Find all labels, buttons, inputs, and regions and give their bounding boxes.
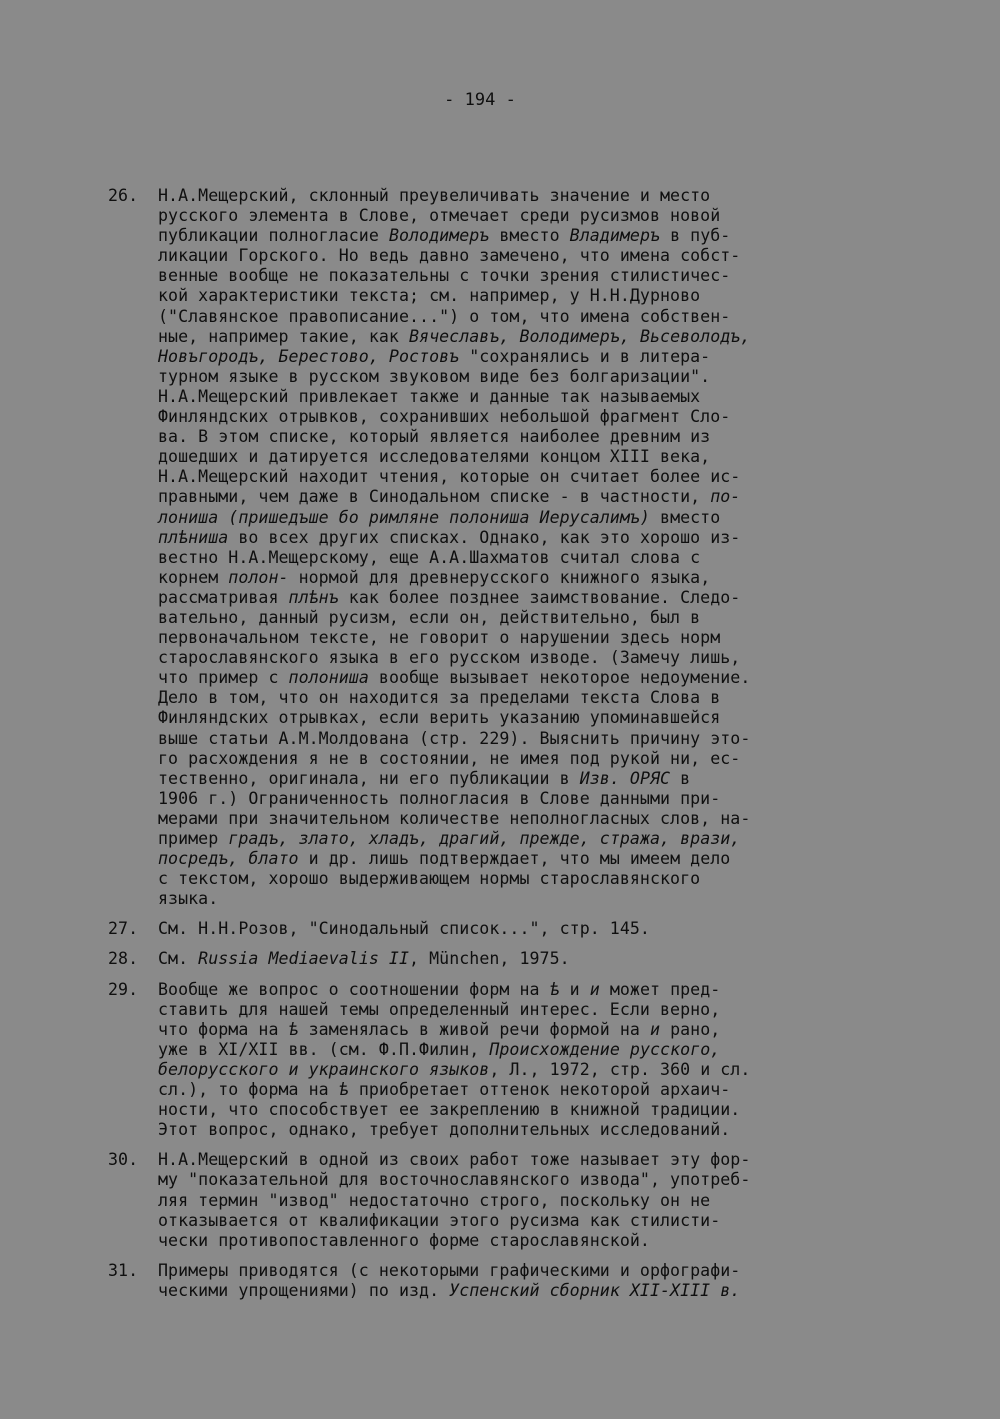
text-run: как более позднее заимствование. Следо-	[338, 587, 741, 607]
text-run: Финляндских отрывков, сохранивших небольшой фрагмент Сло-	[158, 407, 731, 427]
footnote-line	[158, 889, 878, 909]
footnote-line	[158, 668, 878, 688]
text-run: первоначальном тексте, не говорит о нарушении здесь норм	[158, 628, 721, 648]
text-run: и др. лишь подтверждает, что мы имеем дело	[298, 849, 731, 869]
text-run: заменялась в живой речи формой на	[298, 1019, 650, 1039]
footnote-line	[158, 447, 878, 467]
italic-text: Russia Mediaevalis II	[198, 949, 410, 969]
italic-text: Успенский сборник XII-XIII в.	[449, 1280, 741, 1300]
text-run: вместо	[489, 226, 570, 246]
footnote-line	[158, 226, 878, 246]
italic-text: по-	[710, 487, 741, 507]
text-run: вестно Н.А.Мещерскому, еще А.А.Шахматов считал слова с	[158, 547, 701, 567]
italic-text: градъ, злато, хладъ, драгий, прежде, стража, врази,	[228, 829, 741, 848]
footnote-line	[158, 1261, 878, 1281]
text-run: Н.А.Мещерский находит чтения, которые он считает более ис-	[158, 467, 741, 487]
text-run: сл.), то форма на	[158, 1080, 339, 1100]
footnote-line	[158, 688, 878, 708]
footnote-line	[158, 1100, 878, 1120]
footnote-number: 31.	[108, 1260, 139, 1280]
footnote-line	[158, 849, 878, 869]
text-run: му "показательной для восточнославянского извода", употреб-	[158, 1170, 751, 1190]
text-run: корнем	[158, 567, 229, 587]
footnote-line	[158, 407, 878, 427]
footnote-line	[158, 1211, 878, 1231]
footnote-30	[108, 1150, 878, 1250]
text-run: что пример с	[158, 668, 289, 688]
italic-text: Изв. ОРЯС	[579, 768, 671, 788]
italic-text: плѣниша	[158, 527, 229, 547]
footnote-line	[158, 186, 878, 206]
footnote-line	[158, 588, 878, 608]
footnote-line	[158, 648, 878, 668]
italic-text: и	[650, 1019, 661, 1039]
italic-text: ѣ	[549, 979, 560, 999]
text-run: , München, 1975.	[409, 949, 570, 969]
text-run: ("Славянское правописание...") о том, что имена собствен-	[158, 306, 731, 326]
footnote-line	[158, 749, 878, 769]
text-run: ности, что способствует ее закреплению в книжной традиции.	[158, 1100, 741, 1120]
text-run: правными, чем даже в Синодальном списке - в частности,	[158, 487, 711, 507]
footnote-number: 28.	[108, 949, 139, 969]
footnote-line	[158, 980, 878, 1000]
text-run: Н.А.Мещерский привлекает также и данные так называемых	[158, 386, 701, 406]
footnote-number: 29.	[108, 979, 139, 999]
footnote-line	[158, 568, 878, 588]
italic-text: и	[589, 979, 600, 999]
text-run: ляя термин "извод" недостаточно строго, поскольку он не	[158, 1190, 711, 1210]
text-run: во всех других списках. Однако, как это хорошо из-	[228, 527, 741, 547]
footnote-line	[158, 367, 878, 387]
text-run: выше статьи А.М.Молдована (стр. 229). Выяснить причину это-	[158, 728, 751, 748]
footnote-27	[108, 919, 878, 939]
italic-text: белорусского и украинского языков	[158, 1059, 490, 1079]
text-run: с текстом, хорошо выдерживающем нормы старославянского	[158, 869, 701, 889]
footnote-line	[158, 508, 878, 528]
footnote-28	[108, 949, 878, 969]
text-run: , Л., 1972, стр. 360 и сл.	[489, 1059, 751, 1079]
footnote-line	[158, 829, 878, 849]
text-run: ликации Горского. Но ведь давно замечено, что имена собст-	[158, 246, 741, 266]
footnote-line	[158, 548, 878, 568]
text-run: чески противопоставленного форме старославянской.	[158, 1230, 650, 1250]
text-run: вообще вызывает некоторое недоумение.	[368, 668, 751, 688]
footnote-line	[158, 608, 878, 628]
text-run: ва. В этом списке, который является наиболее древним из	[158, 427, 711, 447]
text-run: венные вообще не показательны с точки зрения стилистичес-	[158, 266, 731, 286]
italic-text: посредъ, блато	[158, 849, 299, 869]
italic-text: плѣнъ	[288, 587, 339, 607]
footnote-line	[158, 729, 878, 749]
text-run: Н.А.Мещерский в одной из своих работ тоже называет эту фор-	[158, 1150, 751, 1170]
italic-text: Новъгородъ, Берестово, Ростовъ	[158, 346, 460, 366]
footnote-line	[158, 789, 878, 809]
footnote-line	[158, 1060, 878, 1080]
footnote-line	[158, 1080, 878, 1100]
footnote-line	[158, 809, 878, 829]
footnote-line	[158, 1020, 878, 1040]
text-run: Н.А.Мещерский, склонный преувеличивать значение и место	[158, 186, 711, 205]
footnotes	[108, 186, 878, 1311]
text-run: приобретает оттенок некоторой архаич-	[348, 1080, 731, 1100]
footnote-line	[158, 266, 878, 286]
footnote-31	[108, 1261, 878, 1301]
footnote-line	[158, 919, 878, 939]
text-run: в пуб-	[660, 226, 731, 246]
footnote-line	[158, 708, 878, 728]
footnote-line	[158, 427, 878, 447]
text-run: См.	[158, 949, 199, 969]
footnote-line	[158, 206, 878, 226]
footnote-line	[158, 487, 878, 507]
footnote-line	[158, 246, 878, 266]
footnote-line	[158, 869, 878, 889]
text-run: пример	[158, 829, 229, 848]
text-run: дошедших и датируется исследователями концом XIII века,	[158, 447, 711, 467]
text-run: Дело в том, что он находится за пределами текста Слова в	[158, 688, 721, 708]
text-run: Этот вопрос, однако, требует дополнительных исследований.	[158, 1120, 731, 1140]
footnote-line	[158, 1281, 878, 1301]
text-run: Финляндских отрывках, если верить указанию упоминавшейся	[158, 708, 721, 728]
footnote-line	[158, 528, 878, 548]
footnote-line	[158, 1040, 878, 1060]
footnote-line	[158, 327, 878, 347]
footnote-number: 27.	[108, 919, 139, 939]
text-run: вместо	[649, 507, 721, 527]
text-run: ные, например такие, как	[158, 326, 410, 346]
text-run: мерами при значительном количестве неполногласных слов, на-	[158, 808, 751, 828]
italic-text: ѣ	[338, 1080, 349, 1100]
text-run: в	[670, 768, 691, 788]
text-run: рассматривая	[158, 587, 289, 607]
italic-text: лониша (пришедъше бо римляне полониша Иерусалимъ)	[158, 507, 650, 527]
text-run: отказывается от квалификации этого русизма как стилисти-	[158, 1210, 721, 1230]
text-run: русского элемента в Слове, отмечает среди русизмов новой	[158, 206, 721, 226]
text-run: вательно, данный русизм, если он, действительно, был в	[158, 607, 701, 627]
footnote-line	[158, 1170, 878, 1190]
text-run: что форма на	[158, 1019, 289, 1039]
footnote-line	[158, 769, 878, 789]
text-run: ческими упрощениями) по изд.	[158, 1280, 450, 1300]
text-run: рано,	[660, 1019, 721, 1039]
text-run: уже в XI/XII вв. (см. Ф.П.Филин,	[158, 1039, 490, 1059]
italic-text: Происхождение русского,	[489, 1039, 721, 1059]
text-run: публикации полногласие	[158, 226, 389, 246]
text-run: ставить для нашей темы определенный интерес. Если верно,	[158, 999, 721, 1019]
footnote-line	[158, 949, 878, 969]
text-run: тественно, оригинала, ни его публикации в	[158, 768, 580, 788]
footnote-number: 26.	[108, 186, 139, 205]
text-run: и	[559, 979, 590, 999]
italic-text: Вячеславъ, Володимеръ, Вьсеволодъ,	[409, 326, 751, 346]
text-run: языка.	[158, 889, 219, 909]
footnote-29	[108, 980, 878, 1141]
text-run: 1906 г.) Ограниченность полногласия в Слове данными при-	[158, 788, 721, 808]
footnote-line	[158, 307, 878, 327]
footnote-line	[158, 286, 878, 306]
italic-text: Владимеръ	[569, 226, 661, 246]
text-run: го расхождения я не в состоянии, не имея под рукой ни, ес-	[158, 748, 741, 768]
text-run: кой характеристики текста; см. например, у Н.Н.Дурново	[158, 286, 701, 306]
text-run: "сохранялись и в литера-	[459, 346, 711, 366]
footnote-line	[158, 1231, 878, 1251]
footnote-26	[108, 186, 878, 909]
footnote-line	[158, 387, 878, 407]
text-run: Вообще же вопрос о соотношении форм на	[158, 979, 550, 999]
footnote-line	[158, 347, 878, 367]
italic-text: Володимеръ	[388, 226, 490, 246]
footnote-line	[158, 1120, 878, 1140]
text-run: может пред-	[599, 979, 721, 999]
footnote-line	[158, 628, 878, 648]
footnote-line	[158, 467, 878, 487]
page-number: - 194 -	[444, 90, 516, 110]
italic-text: полониша	[288, 668, 369, 688]
text-run: турном языке в русском звуковом виде без болгаризации".	[158, 366, 711, 386]
footnote-line	[158, 1150, 878, 1170]
text-run: старославянского языка в его русском изводе. (Замечу лишь,	[158, 648, 741, 668]
footnote-line	[158, 1000, 878, 1020]
italic-text: ѣ	[288, 1019, 299, 1039]
text-run: нормой для древнерусского книжного языка,	[288, 567, 711, 587]
text-run: Примеры приводятся (с некоторыми графическими и орфографи-	[158, 1260, 741, 1280]
footnote-line	[158, 1191, 878, 1211]
text-run: См. Н.Н.Розов, "Синодальный список...", стр. 145.	[158, 919, 650, 939]
italic-text: полон-	[228, 567, 289, 587]
footnote-number: 30.	[108, 1150, 139, 1170]
